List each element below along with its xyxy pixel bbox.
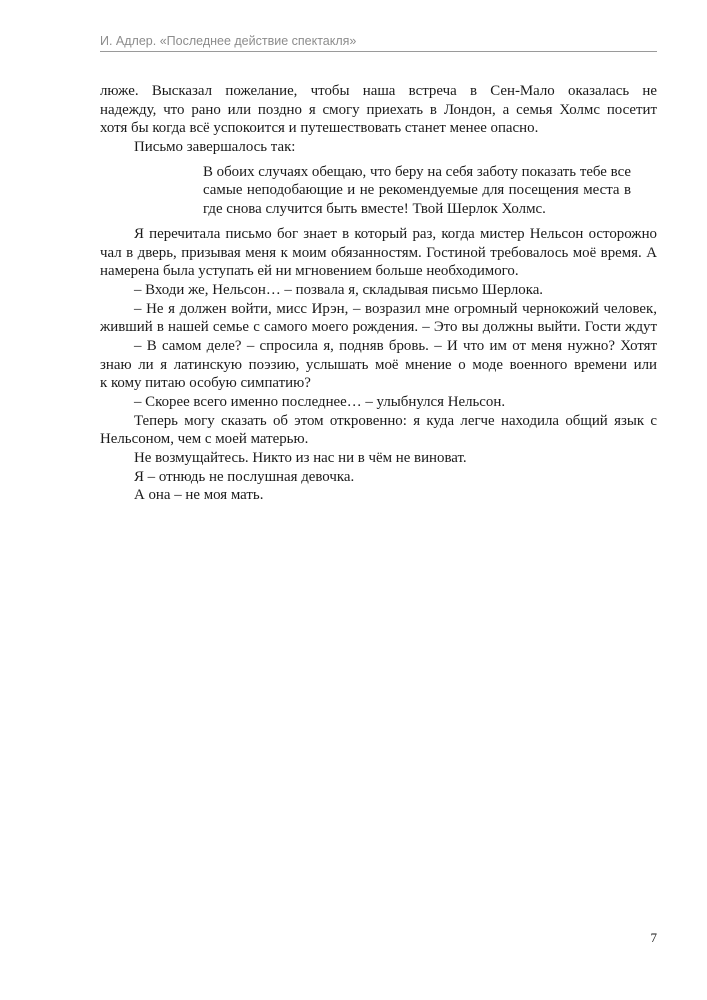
paragraph <box>100 468 657 487</box>
text-line: чал в дверь, призывая меня к моим обязанностям. Гостиной требовалось моё время. А <box>100 244 657 261</box>
paragraph <box>100 225 657 281</box>
text-line: – Не я должен войти, мисс Ирэн, – возразил мне огромный чернокожий человек, <box>134 300 657 317</box>
quote-line: самые неподобающие и не рекомендуемые для посещения места в <box>203 182 631 199</box>
page-body <box>100 82 657 505</box>
paragraph <box>100 393 657 412</box>
text-line: знаю ли я латинскую поэзию, услышать моё мнение о моде военного времени или <box>100 356 657 373</box>
text-line: к кому питаю особую симпатию? <box>100 375 311 392</box>
paragraph <box>100 138 657 157</box>
letter-quote <box>100 163 657 219</box>
running-header <box>100 34 657 52</box>
page-number: 7 <box>650 930 657 945</box>
text-line: намерена была уступать ей ни мгновением больше необходимого. <box>100 263 519 280</box>
paragraph <box>100 449 657 468</box>
text-line: хотя бы когда всё успокоится и путешествовать станет менее опасно. <box>100 120 539 137</box>
text-line: – В самом деле? – спросила я, подняв бровь. – И что им от меня нужно? Хотят <box>134 337 657 354</box>
text-line: – Скорее всего именно последнее… – улыбнулся Нельсон. <box>134 394 506 410</box>
paragraph <box>100 281 657 300</box>
text-line: А она – не моя мать. <box>134 487 264 504</box>
text-line: Я перечитала письмо бог знает в который раз, когда мистер Нельсон осторожно <box>134 225 657 242</box>
text-line: Я – отнюдь не послушная девочка. <box>134 468 355 485</box>
paragraph <box>100 82 657 138</box>
quote-line: где снова случится быть вместе! Твой Шерлок Холмс. <box>203 201 546 218</box>
paragraph <box>100 337 657 393</box>
text-line: Письмо завершалось так: <box>134 139 296 156</box>
text-line: надежду, что рано или поздно я смогу приехать в Лондон, а семья Холмс посетит <box>100 101 657 118</box>
paragraph <box>100 300 657 337</box>
paragraph <box>100 486 657 505</box>
text-line: живший в нашей семье с самого моего рождения. – Это вы должны выйти. Гости ждут <box>100 319 657 336</box>
text-line: Нельсоном, чем с моей матерью. <box>100 431 309 448</box>
text-line: – Входи же, Нельсон… – позвала я, складывая письмо Шерлока. <box>134 281 544 298</box>
text-line: люже. Высказал пожелание, чтобы наша встреча в Сен-Мало оказалась не <box>100 83 657 99</box>
text-line: Теперь могу сказать об этом откровенно: я куда легче находила общий язык с <box>134 412 657 429</box>
text-line: Не возмущайтесь. Никто из нас ни в чём не виноват. <box>134 450 467 467</box>
quote-line: В обоих случаях обещаю, что беру на себя заботу показать тебе все <box>203 163 631 180</box>
paragraph <box>100 412 657 449</box>
running-title: И. Адлер. «Последнее действие спектакля» <box>100 34 357 48</box>
